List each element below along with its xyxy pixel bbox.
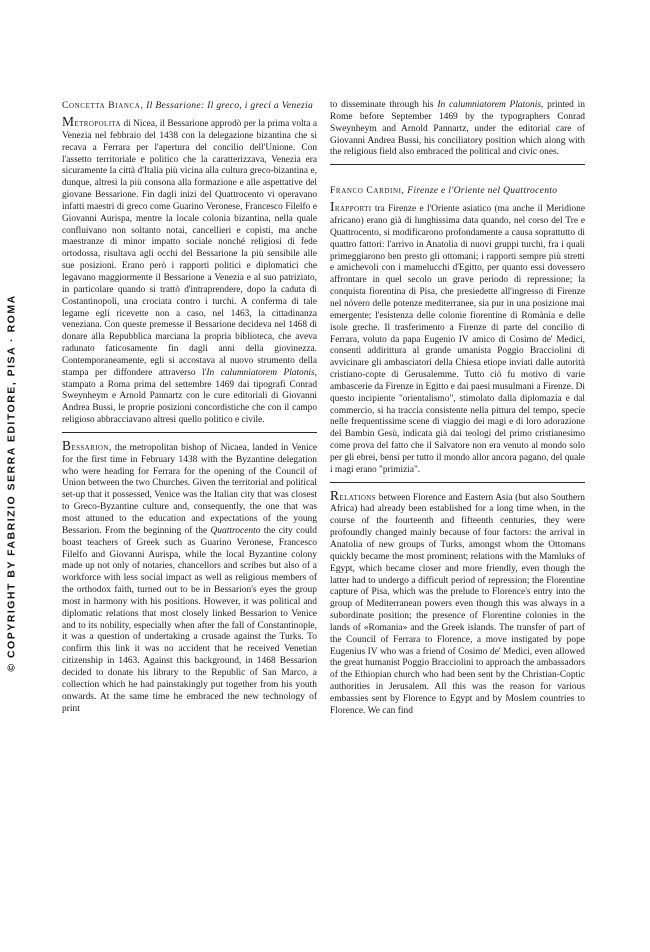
author-name: Franco Cardini,	[330, 185, 405, 197]
abstract-heading-bianca	[62, 100, 317, 112]
english-abstract: Bessarion, the metropolitan bishop of Nicaea, landed in Venice for the first time in February 1438 with the Byzantine delegation who were heading for Ferrara for the opening of the Council of Union between the two Churches. Given the territorial and political set-up that it possessed, Venice was the Italian city that was closest to Greco-Byzantine culture and, consequently, the one that was most attuned to the education and expectations of the young Bessarion. From the beginning of the Quattrocento the city could boast teachers of Greek such as Guarino Veronese, Francesco Filelfo and Giovanni Aurispa, while the local Byzantine colony made up not only of notaries, chancellors and scribes but also of a workforce with less social impact as well as religious members of the orthodox faith, turned out to be in Bessarion's eyes the group most in harmony with his positions. However, it was political and diplomatic relations that most closely linked Bessarion to Venice and to its nobility, especially when after the fall of Constantinople, it was a question of undertaking a crusade against the Turks. To confirm this link it was no accident that he received Venetian citizenship in 1463. Against this background, in 1468 Bessarion decided to donate his library to the Republic of San Marco, a collection which he had painstakingly put together from his youth onwards. At the same time he embraced the new technology of print	[62, 437, 317, 714]
divider	[330, 164, 585, 165]
book-title: In calumniatorem Platonis	[206, 367, 315, 378]
right-column	[330, 100, 585, 930]
divider	[62, 432, 317, 433]
lead-word: Metropolita	[62, 114, 122, 129]
english-abstract: Relations between Florence and Eastern Asia (but also Southern Africa) had already been established for a long time when, in the course of the fourteenth and fifteenth centuries, they were profoundly changed mainly because of four factors: the arrival in Anatolia of new groups of Turks, amongst whom the Ottomans quickly became the most prominent; relations with the Mamluks of Egypt, which became closer and more friendly, even though the latter had to undergo a difficult period of repression; the Florentine capture of Pisa, which was the prelude to Florence's entry into the group of Mediterranean powers even though this was always in a subordinate position; the presence of Florentine colonies in the lands of «Romania» and the Greek islands. The transfer of part of the Council of Ferrara to Florence, a move instigated by pope Eugenius IV who was a friend of Cosimo de' Medici, even allowed the great humanist Poggio Bracciolini to approach the ambassadors of the Ethiopian church who had been sent by the Christian-Coptic authorities in Jerusalem. All this was the reason for various embassies sent by Florence to Egypt and by Moslem countries to Florence. We can find	[330, 487, 585, 716]
divider	[330, 482, 585, 483]
lead-word: Relations	[330, 487, 377, 503]
lead-word: Irapporti	[330, 199, 372, 215]
english-abstract-continued: to disseminate through his In calumniatorem Platonis, printed in Rome before September 1469 by the typographers Conrad Sweynheym and Arnold Pannartz, under the editorial care of Giovanni Andrea Bussi, his conciliatory position which along with the religious field also embraced the political and civic ones.	[330, 100, 585, 158]
article-title: Firenze e l'Oriente nel Quattrocento	[407, 185, 558, 197]
italian-abstract: Metropolita di Nicea, il Bessarione approdò per la prima volta a Venezia nel febbraio del 1438 con la delegazione bizantina che si recava a Ferrara per l'apertura del concilio dell'Unione. Con l'assetto territoriale e politico che la caratterizzava, Venezia era sicuramente la città d'Italia più vicina alla cultura greco-bizantina e, dunque, altresì la più consona alla formazione e alle aspettative del giovane Bessarione. Fin dagli inizi del Quattrocento vi operavano infatti maestri di greco come Guarino Veronese, Francesco Filelfo e Giovanni Aurispa, mentre la locale colonia bizantina, nella quale confluivano non soltanto notai, cancellieri e copisti, ma anche maestranze di minor impatto sociale nonché religiosi di fede ortodossa, risultava agli occhi del Bessarione la più sensibile alle sue posizioni. Erano però i rapporti politici e diplomatici che legavano maggiormente il Bessarione a Venezia e al suo patriziato, in particolare quando si trattò d'intraprendere, dopo la caduta di Costantinopoli, una crociata contro i turchi. A conferma di tale legame egli ricevette non a caso, nel 1463, la cittadinanza veneziana. Con queste premesse il Bessarione decideva nel 1468 di donare alla Repubblica marciana la propria biblioteca, che aveva radunato faticosamente fin dagli anni della giovinezza. Contemporaneamente, egli si accostava al nuovo strumento della stampa per diffondere attraverso l'In calumniatorem Platonis, stampato a Roma prima del settembre 1469 dai tipografi Conrad Sweynheym e Arnold Pannartz con le cure editoriali di Giovanni Andrea Bussi, le proprie posizioni concordistiche che con il campo religioso abbracciavano altresì quello politico e civile.	[62, 114, 317, 426]
italic-term: Quattrocento	[210, 525, 261, 536]
copyright-notice	[4, 285, 20, 680]
italian-abstract: Irapporti tra Firenze e l'Oriente asiatico (ma anche il Meridione africano) erano già di lunghissima data quando, nel corso del Tre e Quattrocento, si modificarono profondamente a causa soprattutto di quattro fattori: l'arrivo in Anatolia di nuovi gruppi turchi, fra i quali primeggiarono ben presto gli ottomani; i rapporti sempre più stretti e amichevoli con i mamelucchi d'Egitto, per quanto essi dovessero affrontare in quel secolo un grave periodo di repressione; la conquista fiorentina di Pisa, che presiedette all'ingresso di Firenze nel nóvero delle potenze mediterranee, sia pur in una posizione mai emergente; l'esistenza delle colonie fiorentine di Romània e delle isole greche. Il trasferimento a Firenze di parte del concilio di Ferrara, voluto da papa Eugenio IV amico di Cosimo de' Medici, consentì addirittura al grande umanista Poggio Bracciolini di avvicinare gli ambasciatori della Chiesa etiope inviati dalle autorità cristiano-copte di Gerusalemme. Tutto ciò fu motivo di varie ambascerie da Firenze in Egitto e dai paesi musulmani a Firenze. Di questo incipiente "orientalismo", stimolato dalla diplomazia e dal commercio, si ha traccia consistente nella pittura del tempo, specie nelle frequentissime scene di viaggio dei magi e di loro adorazione del Bambin Gesù, indicata già dai teologi del primo cristianesimo come prova del fatto che il Salvatore non era venuto al mondo solo per gli ebrei, bensì per tutto il mondo allor ancora pagano, del quale i magi erano "primizia".	[330, 199, 585, 475]
abstract-heading-cardini	[330, 185, 585, 197]
left-column	[62, 100, 317, 930]
article-title: Il Bessarione: Il greco, i greci a Venezia	[146, 100, 314, 111]
author-name: Concetta Bianca,	[62, 100, 144, 111]
lead-word: Bessarion,	[62, 437, 112, 453]
copyright-text: © COPYRIGHT BY FABRIZIO SERRA EDITORE, PISA · ROMA	[6, 293, 19, 672]
book-title: In calumniatorem Platonis	[437, 100, 542, 110]
